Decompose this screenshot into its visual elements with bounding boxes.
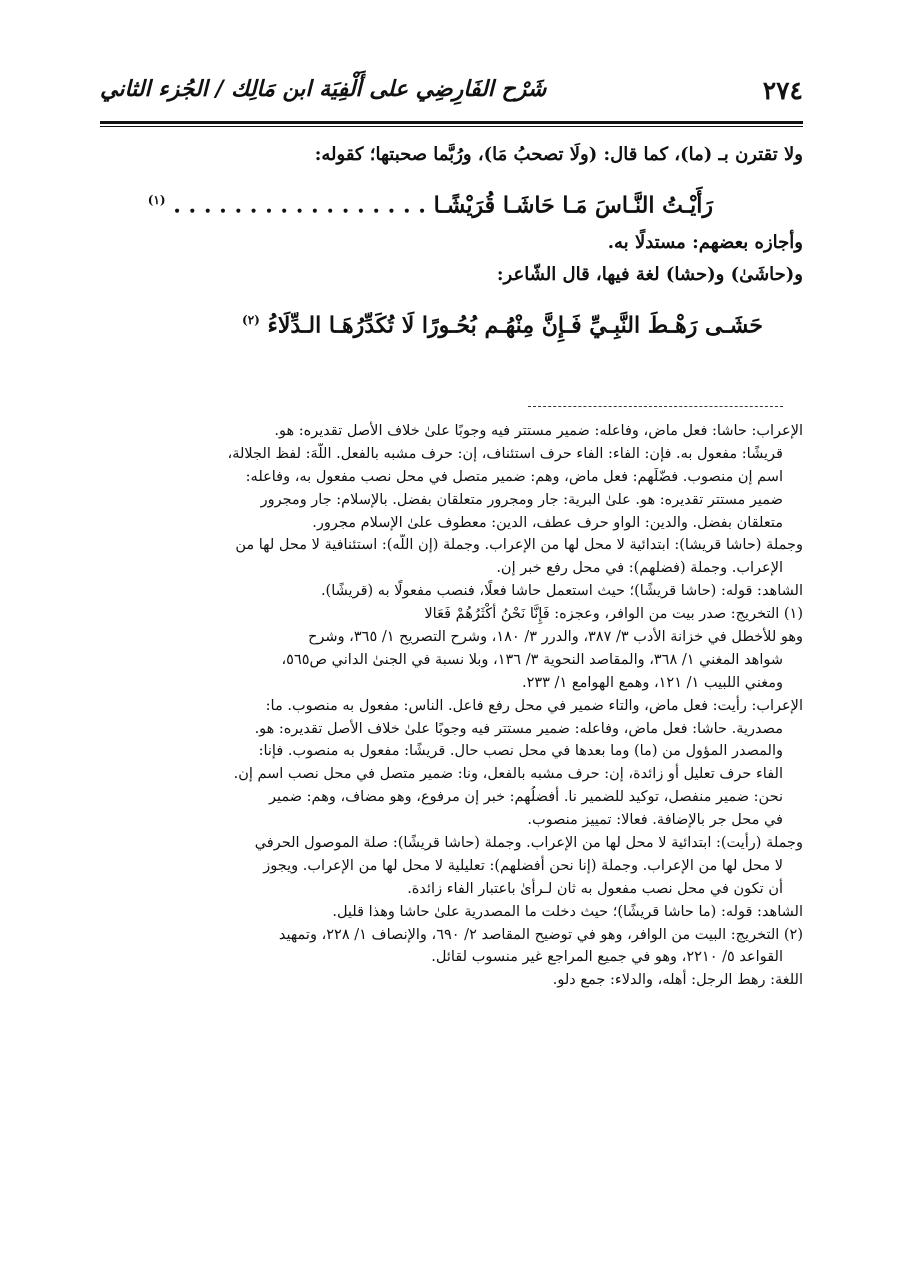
footnote-line: شواهد المغني ١/ ٣٦٨، والمقاصد النحوية ٣/ ١٣٦، وبلا نسبة في الجنىٰ الداني ص٥٦٥، bbox=[281, 651, 783, 668]
footnote-line: اسم إن منصوب. فضّلَهم: فعل ماض، وهم: ضمير متصل في محل نصب مفعول به، وفاعله: bbox=[245, 468, 783, 485]
footnote-line: متعلقان بفضل. والدين: الواو حرف عطف، الدين: معطوف علىٰ الإسلام مجرور. bbox=[312, 514, 783, 531]
footnote-line: (١) التخريج: صدر بيت من الوافر، وعجزه: فَإِنَّا نَحْنُ أَكْثَرُهُمْ فَعَالا bbox=[424, 606, 803, 623]
verse-2 bbox=[100, 292, 803, 348]
header-rule-thin bbox=[100, 126, 803, 127]
footnote-separator bbox=[528, 406, 783, 407]
footnote-line: لا محل لها من الإعراب. وجملة (إنا نحن أفضلهم): تعليلية لا محل لها من الإعراب. ويجوز bbox=[263, 857, 783, 874]
footnote-line: في محل جر بالإضافة. فعالا: تمييز منصوب. bbox=[527, 812, 783, 829]
footnote-line: وهو للأخطل في خزانة الأدب ٣/ ٣٨٧، والدرر ٣/ ١٨٠، وشرح التصريح ١/ ٣٦٥، وشرح bbox=[308, 629, 803, 646]
running-title: شَرْح الفَارِضِي على أَلْفِيَة ابن مَالِك / الجُزء الثاني bbox=[100, 76, 547, 102]
footnote-line: وجملة (رأيت): ابتدائية لا محل لها من الإعراب. وجملة (حاشا قريشًا): صلة الموصول الحرفي bbox=[254, 835, 803, 852]
footnote-line: نحن: ضمير منفصل، توكيد للضمير نا. أفضلُهم: خبر إن مرفوع، وهو مضاف، وهم: ضمير bbox=[268, 789, 783, 806]
footnote-line: الإعراب: رأيت: فعل ماض، والتاء ضمير في محل رفع فاعل. الناس: مفعول به منصوب. ما: bbox=[265, 697, 803, 714]
verse-2-text: حَشَـى رَهْـطَ النَّبِـيِّ فَـإِنَّ مِنْهُـم بُحُـورًا لَا تُكَدِّرُهَـا الـدِّلَاءُ bbox=[267, 312, 763, 339]
page-number: ٢٧٤ bbox=[762, 76, 803, 105]
footnote-line: أن تكون في محل نصب مفعول به ثان لـرأىٰ باعتبار الفاء زائدة. bbox=[407, 880, 783, 897]
footnote-line: الشاهد: قوله: (حاشا قريشًا)؛ حيث استعمل حاشا فعلًا، فنصب مفعولًا به (قريشًا). bbox=[320, 583, 803, 600]
footnote-line: اللغة: رهط الرجل: أهله، والدلاء: جمع دلو. bbox=[552, 972, 803, 989]
footnote-line: ضمير مستتر تقديره: هو. علىٰ البرية: جار ومجرور متعلقان بفضل. بالإسلام: جار ومجرور bbox=[260, 491, 783, 508]
footnote-line: ومغني اللبيب ١/ ١٢١، وهمع الهوامع ١/ ٢٣٣. bbox=[521, 674, 783, 691]
footnote-line: والمصدر المؤول من (ما) وما بعدها في محل نصب حال. قريشًا: مفعول به منصوب. فإنا: bbox=[258, 743, 783, 760]
body-line-1: ولا تقترن بـ (ما)، كما قال: (ولَا تصحبُ مَا)، ورُبَّما صحبتها؛ كقوله: bbox=[314, 144, 803, 165]
body-line-3: و(حاشَىٰ) و(حشا) لغة فيها، قال الشّاعر: bbox=[496, 264, 803, 285]
verse-1-dots: . . . . . . . . . . . . . . . . . bbox=[173, 192, 426, 219]
footnote-line: الشاهد: قوله: (ما حاشا قريشًا)؛ حيث دخلت ما المصدرية علىٰ حاشا وهذا قليل. bbox=[332, 903, 803, 920]
verse-1 bbox=[100, 172, 803, 228]
body-line-2: وأجازه بعضهم: مستدلًا به. bbox=[607, 232, 803, 253]
footnote-line: (٢) التخريج: البيت من الوافر، وهو في توضيح المقاصد ٢/ ٦٩٠، والإنصاف ١/ ٢٢٨، وتمهيد bbox=[278, 926, 803, 943]
running-header bbox=[100, 70, 803, 118]
footnote-ref-2: (٢) bbox=[242, 313, 260, 327]
footnote-line: مصدرية. حاشا: فعل ماض، وفاعله: ضمير مستتر فيه وجوبًا علىٰ خلاف الأصل تقديره: هو. bbox=[254, 720, 783, 737]
footnote-ref-1: (١) bbox=[147, 193, 166, 207]
footnote-line: القواعد ٥/ ٢٢١٠، وهو في جميع المراجع غير منسوب لقائل. bbox=[431, 949, 783, 966]
footnote-line: وجملة (حاشا قريشا): ابتدائية لا محل لها من الإعراب. وجملة (إن اللَّه): استئنافية لا محل لها من bbox=[235, 537, 803, 554]
header-rule-thick bbox=[100, 121, 803, 124]
main-text bbox=[100, 140, 803, 348]
footnote-line: الإعراب: حاشا: فعل ماض، وفاعله: ضمير مستتر فيه وجوبًا علىٰ خلاف الأصل تقديره: هو. bbox=[274, 423, 803, 439]
footnote-line: الإعراب. وجملة (فضلهم): في محل رفع خبر إن. bbox=[496, 560, 783, 577]
footnotes bbox=[100, 420, 803, 992]
verse-1-text: رَأَيْـتُ النَّـاسَ مَـا حَاشَـا قُرَيْشًـا bbox=[433, 192, 713, 219]
footnote-line: قريشًا: مفعول به. فإن: الفاء: الفاء حرف استئناف، إن: حرف مشبه بالفعل. اللَّهَ: لفظ الجلالة، bbox=[227, 445, 783, 462]
footnote-line: الفاء حرف تعليل أو زائدة، إن: حرف مشبه بالفعل، ونا: ضمير متصل في محل نصب اسم إن. bbox=[233, 766, 783, 783]
